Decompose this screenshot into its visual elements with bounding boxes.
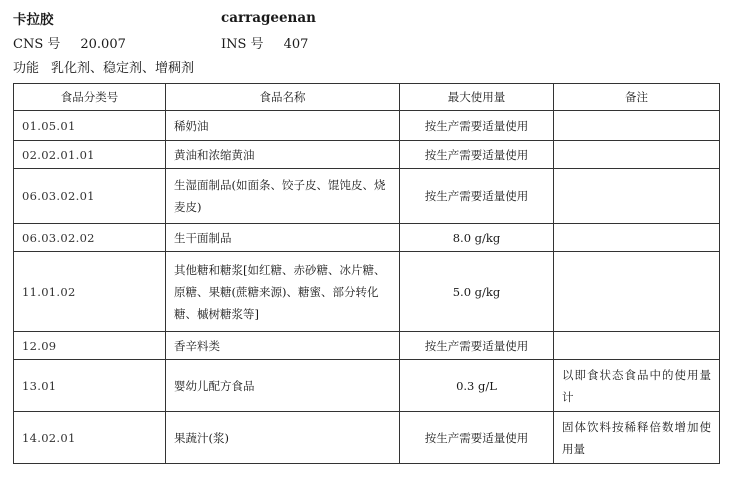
cell-food-name: 婴幼儿配方食品	[166, 360, 400, 412]
cell-max-usage: 8.0 g/kg	[400, 224, 554, 252]
name-english: carrageenan	[221, 10, 316, 26]
cell-food-name: 果蔬汁(浆)	[166, 412, 400, 464]
table-row	[14, 224, 720, 252]
code-row	[13, 30, 713, 54]
name-row	[13, 6, 713, 30]
function-row	[13, 54, 713, 78]
column-header-category-code: 食品分类号	[14, 84, 166, 111]
ins-value: 407	[283, 36, 309, 52]
table-row	[14, 360, 720, 412]
cell-food-name: 生干面制品	[166, 224, 400, 252]
cell-category-code: 11.01.02	[14, 252, 166, 332]
cns-label: CNS 号	[13, 36, 61, 52]
additive-header	[13, 6, 713, 78]
cns-value: 20.007	[80, 36, 126, 52]
cell-max-usage: 按生产需要适量使用	[400, 332, 554, 360]
usage-table	[13, 83, 720, 464]
table-row	[14, 252, 720, 332]
cell-category-code: 02.02.01.01	[14, 141, 166, 169]
table-row	[14, 169, 720, 224]
cell-category-code: 06.03.02.02	[14, 224, 166, 252]
ins-group	[221, 33, 308, 52]
cell-remarks	[554, 332, 720, 360]
cell-food-name: 稀奶油	[166, 111, 400, 141]
cell-remarks	[554, 169, 720, 224]
cns-group	[13, 33, 221, 52]
cell-max-usage: 5.0 g/kg	[400, 252, 554, 332]
cell-remarks	[554, 111, 720, 141]
cell-category-code: 12.09	[14, 332, 166, 360]
cell-remarks: 固体饮料按稀释倍数增加使用量	[554, 412, 720, 464]
cell-remarks	[554, 252, 720, 332]
table-header-row	[14, 84, 720, 111]
cell-food-name: 黄油和浓缩黄油	[166, 141, 400, 169]
cell-max-usage: 0.3 g/L	[400, 360, 554, 412]
cell-category-code: 14.02.01	[14, 412, 166, 464]
cell-max-usage: 按生产需要适量使用	[400, 141, 554, 169]
table-row	[14, 412, 720, 464]
cell-food-name: 香辛料类	[166, 332, 400, 360]
function-label: 功能	[13, 60, 40, 76]
cell-max-usage: 按生产需要适量使用	[400, 111, 554, 141]
cell-remarks	[554, 141, 720, 169]
table-row	[14, 332, 720, 360]
function-value: 乳化剂、稳定剂、增稠剂	[51, 60, 195, 76]
name-chinese: 卡拉胶	[13, 12, 54, 28]
cell-category-code: 01.05.01	[14, 111, 166, 141]
column-header-remarks: 备注	[554, 84, 720, 111]
table-row	[14, 141, 720, 169]
cell-max-usage: 按生产需要适量使用	[400, 169, 554, 224]
cell-food-name: 其他糖和糖浆[如红糖、赤砂糖、冰片糖、原糖、果糖(蔗糖来源)、糖蜜、部分转化糖、槭树糖浆等]	[166, 252, 400, 332]
cell-category-code: 13.01	[14, 360, 166, 412]
cell-category-code: 06.03.02.01	[14, 169, 166, 224]
column-header-max-usage: 最大使用量	[400, 84, 554, 111]
table-row	[14, 111, 720, 141]
cell-remarks: 以即食状态食品中的使用量计	[554, 360, 720, 412]
ins-label: INS 号	[221, 36, 264, 52]
column-header-food-name: 食品名称	[166, 84, 400, 111]
cell-max-usage: 按生产需要适量使用	[400, 412, 554, 464]
cell-food-name: 生湿面制品(如面条、饺子皮、馄饨皮、烧麦皮)	[166, 169, 400, 224]
cell-remarks	[554, 224, 720, 252]
